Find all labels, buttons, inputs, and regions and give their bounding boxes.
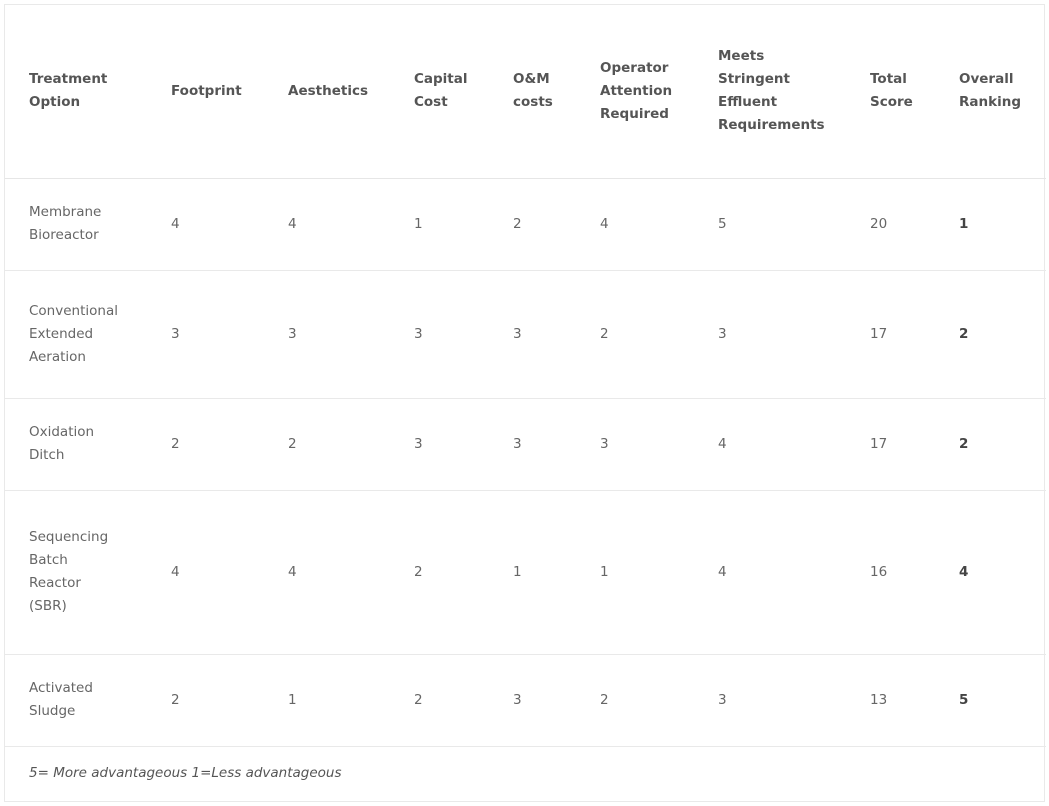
cell-operator-attention: 1 [576, 490, 694, 654]
table-row [5, 654, 1046, 746]
cell-total-score: 20 [846, 178, 935, 270]
cell-effluent: 3 [694, 270, 846, 398]
cell-effluent: 4 [694, 490, 846, 654]
header-footprint: Footprint [147, 5, 264, 178]
header-om-costs: O&M costs [489, 5, 576, 178]
header-capital-cost: Capital Cost [390, 5, 489, 178]
cell-aesthetics: 4 [264, 178, 390, 270]
cell-total-score: 13 [846, 654, 935, 746]
header-effluent-requirements: Meets Stringent Effluent Requirements [694, 5, 846, 178]
cell-footprint: 3 [147, 270, 264, 398]
cell-option: Sequencing Batch Reactor (SBR) [5, 490, 147, 654]
cell-total-score: 17 [846, 398, 935, 490]
cell-footprint: 4 [147, 490, 264, 654]
cell-operator-attention: 2 [576, 270, 694, 398]
cell-capital-cost: 3 [390, 398, 489, 490]
cell-footprint: 2 [147, 654, 264, 746]
treatment-options-table [5, 5, 1046, 801]
table-row [5, 178, 1046, 270]
cell-om-costs: 1 [489, 490, 576, 654]
cell-effluent: 3 [694, 654, 846, 746]
table-row [5, 398, 1046, 490]
cell-om-costs: 3 [489, 654, 576, 746]
header-overall-ranking: Overall Ranking [935, 5, 1046, 178]
header-operator-attention: Operator Attention Required [576, 5, 694, 178]
cell-operator-attention: 3 [576, 398, 694, 490]
table-row [5, 490, 1046, 654]
cell-capital-cost: 2 [390, 654, 489, 746]
cell-aesthetics: 1 [264, 654, 390, 746]
table-row [5, 270, 1046, 398]
cell-option: Activated Sludge [5, 654, 147, 746]
cell-option: Conventional Extended Aeration [5, 270, 147, 398]
cell-overall-ranking: 4 [935, 490, 1046, 654]
header-total-score: Total Score [846, 5, 935, 178]
cell-effluent: 4 [694, 398, 846, 490]
cell-total-score: 16 [846, 490, 935, 654]
footnote-row [5, 746, 1046, 801]
cell-om-costs: 3 [489, 270, 576, 398]
cell-capital-cost: 3 [390, 270, 489, 398]
cell-om-costs: 2 [489, 178, 576, 270]
cell-overall-ranking: 2 [935, 270, 1046, 398]
cell-overall-ranking: 5 [935, 654, 1046, 746]
cell-option: Oxidation Ditch [5, 398, 147, 490]
cell-aesthetics: 3 [264, 270, 390, 398]
header-aesthetics: Aesthetics [264, 5, 390, 178]
cell-effluent: 5 [694, 178, 846, 270]
footnote: 5= More advantageous 1=Less advantageous [29, 765, 342, 782]
cell-footprint: 4 [147, 178, 264, 270]
cell-om-costs: 3 [489, 398, 576, 490]
header-treatment-option: Treatment Option [5, 5, 147, 178]
cell-operator-attention: 4 [576, 178, 694, 270]
cell-option: Membrane Bioreactor [5, 178, 147, 270]
cell-total-score: 17 [846, 270, 935, 398]
cell-operator-attention: 2 [576, 654, 694, 746]
cell-capital-cost: 1 [390, 178, 489, 270]
cell-footprint: 2 [147, 398, 264, 490]
cell-aesthetics: 4 [264, 490, 390, 654]
cell-overall-ranking: 2 [935, 398, 1046, 490]
scoring-table-container [4, 4, 1045, 802]
cell-aesthetics: 2 [264, 398, 390, 490]
cell-overall-ranking: 1 [935, 178, 1046, 270]
cell-capital-cost: 2 [390, 490, 489, 654]
table-header-row [5, 5, 1046, 178]
